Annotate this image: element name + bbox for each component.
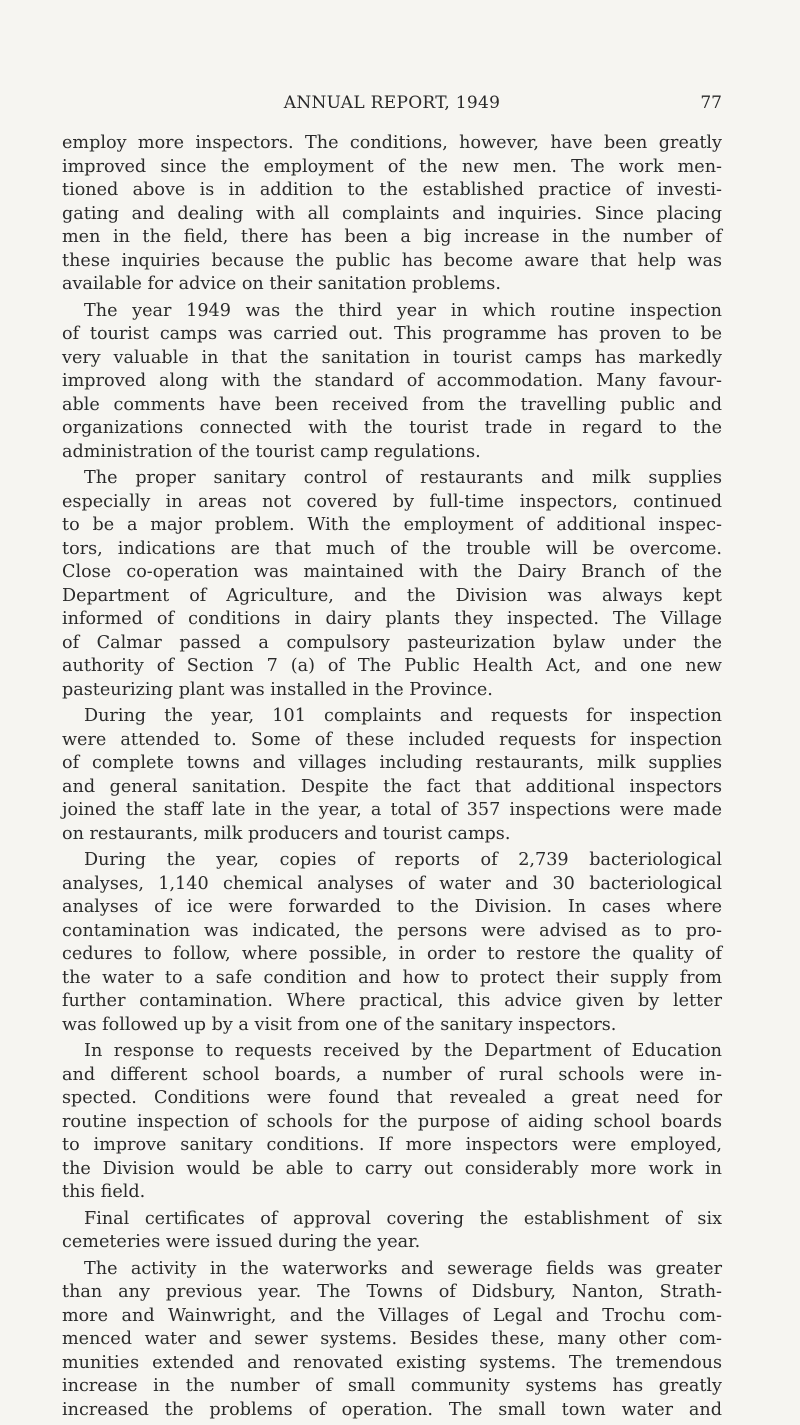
text-line: these inquiries because the public has become aware that help was	[62, 250, 722, 271]
paragraph	[62, 849, 722, 1037]
text-line: cedures to follow, where possible, in order to restore the quality of	[62, 944, 722, 964]
paragraph	[62, 1208, 722, 1255]
running-header	[62, 93, 722, 121]
text-line: and general sanitation. Despite the fact that additional inspectors	[62, 776, 722, 797]
text-line: on restaurants, milk producers and tourist camps.	[62, 823, 511, 844]
text-line: administration of the tourist camp regulations.	[62, 441, 481, 462]
text-line: of complete towns and villages including restaurants, milk supplies	[62, 753, 722, 773]
text-line: Department of Agriculture, and the Division was always kept	[62, 585, 722, 606]
text-line: routine inspection of schools for the purpose of aiding school boards	[62, 1111, 722, 1132]
text-line: The year 1949 was the third year in which routine inspection	[84, 300, 722, 321]
text-line: to improve sanitary conditions. If more inspectors were employed,	[62, 1135, 722, 1155]
text-line: cemeteries were issued during the year.	[62, 1232, 421, 1252]
paragraph	[62, 705, 722, 846]
paragraph	[62, 1040, 722, 1205]
header-title: ANNUAL REPORT, 1949	[283, 93, 501, 113]
text-line: menced water and sewer systems. Besides these, many other com-	[62, 1329, 722, 1349]
paragraph	[62, 1258, 722, 1423]
text-line: Close co-operation was maintained with the Dairy Branch of the	[62, 562, 722, 582]
text-line: available for advice on their sanitation problems.	[62, 274, 501, 294]
text-line: In response to requests received by the Department of Education	[84, 1041, 722, 1061]
text-line: of tourist camps was carried out. This programme has proven to be	[62, 324, 722, 344]
text-line: further contamination. Where practical, this advice given by letter	[62, 991, 722, 1011]
page-number: 77	[700, 93, 722, 113]
text-line: The proper sanitary control of restaurants and milk supplies	[84, 468, 722, 488]
text-line: tioned above is in addition to the established practice of investi-	[62, 180, 722, 200]
text-line: pasteurizing plant was installed in the Province.	[62, 679, 493, 700]
text-line: increase in the number of small community systems has greatly	[62, 1376, 722, 1396]
text-line: especially in areas not covered by full-time inspectors, continued	[62, 491, 722, 512]
text-line: men in the field, there has been a big increase in the number of	[62, 227, 722, 247]
text-line: this field.	[62, 1182, 146, 1202]
paragraph	[62, 300, 722, 465]
text-line: very valuable in that the sanitation in tourist camps has markedly	[62, 347, 722, 368]
text-line: the water to a safe condition and how to protect their supply from	[62, 967, 722, 988]
text-line: The activity in the waterworks and sewerage fields was greater	[84, 1258, 722, 1279]
text-line: to be a major problem. With the employment of additional inspec-	[62, 515, 722, 535]
body-text	[62, 132, 722, 1425]
paragraph	[62, 132, 722, 297]
text-line: increased the problems of operation. The small town water and	[62, 1399, 722, 1420]
text-line: improved since the employment of the new men. The work men-	[62, 156, 722, 177]
text-line: analyses of ice were forwarded to the Division. In cases where	[62, 897, 722, 917]
text-line: During the year, copies of reports of 2,739 bacteriological	[84, 850, 722, 870]
text-line: spected. Conditions were found that revealed a great need for	[62, 1088, 722, 1108]
text-line: tors, indications are that much of the trouble will be overcome.	[62, 538, 722, 559]
text-line: During the year, 101 complaints and requests for inspection	[84, 706, 722, 726]
text-line: analyses, 1,140 chemical analyses of water and 30 bacteriological	[62, 873, 722, 894]
text-line: contamination was indicated, the persons were advised as to pro-	[62, 920, 722, 941]
paragraph	[62, 467, 722, 702]
text-line: of Calmar passed a compulsory pasteurization bylaw under the	[62, 632, 722, 653]
text-line: the Division would be able to carry out considerably more work in	[62, 1158, 722, 1179]
text-line: joined the staff late in the year, a total of 357 inspections were made	[62, 800, 722, 820]
text-line: informed of conditions in dairy plants they inspected. The Village	[62, 609, 722, 629]
text-line: Final certificates of approval covering the establishment of six	[84, 1208, 722, 1229]
text-line: munities extended and renovated existing systems. The tremendous	[62, 1352, 722, 1373]
text-line: was followed up by a visit from one of the sanitary inspectors.	[62, 1014, 617, 1035]
text-line: more and Wainwright, and the Villages of Legal and Trochu com-	[62, 1305, 722, 1326]
text-line: were attended to. Some of these included requests for inspection	[62, 729, 722, 750]
text-line: improved along with the standard of accommodation. Many favour-	[62, 371, 722, 391]
text-line: authority of Section 7 (a) of The Public Health Act, and one new	[62, 656, 722, 676]
text-line: employ more inspectors. The conditions, however, have been greatly	[62, 133, 722, 153]
text-line: organizations connected with the tourist trade in regard to the	[62, 418, 722, 438]
text-line: able comments have been received from the travelling public and	[62, 394, 722, 415]
text-line: gating and dealing with all complaints and inquiries. Since placing	[62, 203, 722, 224]
text-line: than any previous year. The Towns of Didsbury, Nanton, Strath-	[62, 1282, 722, 1302]
text-line: and different school boards, a number of rural schools were in-	[62, 1064, 722, 1085]
